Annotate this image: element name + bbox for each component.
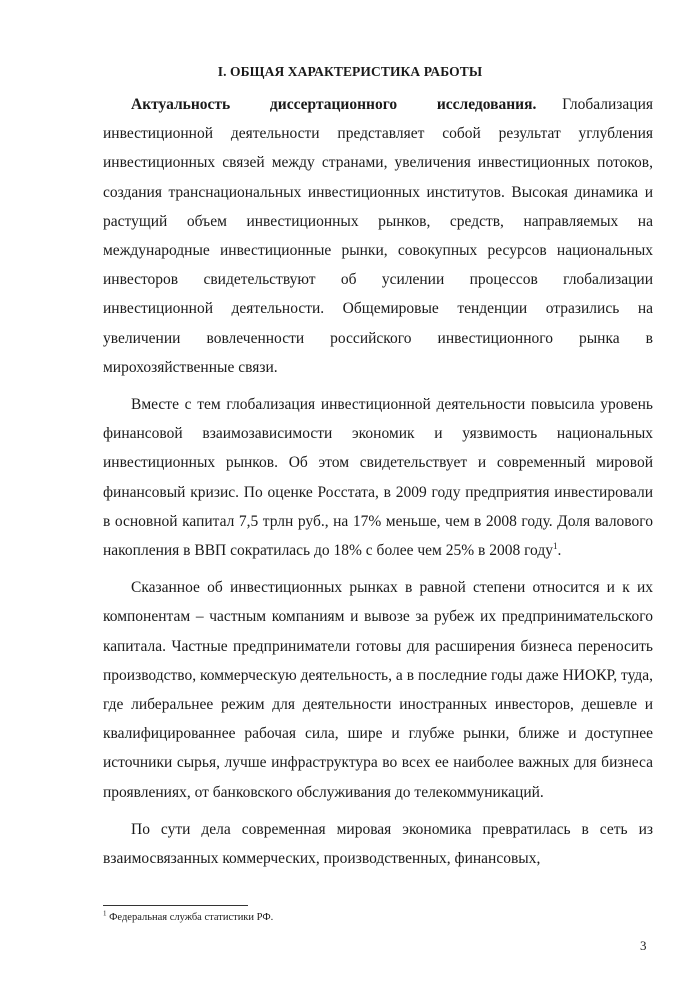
page-number: 3	[640, 938, 647, 953]
paragraph-1	[103, 90, 653, 382]
paragraph-4: По сути дела современная мировая экономика превратилась в сеть из взаимосвязанных коммерческих, производственных, финансовых,	[103, 820, 653, 868]
footnote	[103, 911, 273, 924]
paragraph-3: Сказанное об инвестиционных рынках в равной степени относится и к их компонентам – частным компаниям и вывозе за рубеж их предпринимательского капитала. Частные предприниматели готовы для расширения бизнеса переносить производство, коммерческую деятельность, а в последние годы даже НИОКР, туда, где либеральнее режим для деятельности иностранных инвесторов, дешевле и квалифицированнее рабочая сила, шире и глубже рынки, ближе и доступнее источники сырья, лучше инфраструктура во всех ее наиболее важных для бизнеса проявлениях, от банковского обслуживания до телекоммуникаций.	[103, 579, 653, 801]
paragraph-2	[103, 390, 653, 565]
footnote-reference: 1	[552, 540, 558, 551]
paragraph-2-end: .	[557, 542, 562, 560]
section-heading: I. ОБЩАЯ ХАРАКТЕРИСТИКА РАБОТЫ	[217, 64, 483, 79]
body-text	[103, 90, 653, 873]
footnote-marker: 1	[103, 909, 107, 918]
paragraph-2-text: Вместе с тем глобализация инвестиционной деятельности повысила уровень финансовой взаимозависимости экономик и уязвимость национальных инвестиционных рынков. Об этом свидетельствует и современный мировой финансовый кризис. По оценке Росстата, в 2009 году предприятия инвестировали в основной капитал 7,5 трлн руб., на 17% меньше, чем в 2008 году. Доля валового накопления в ВВП сократилась до 18% с более чем 25% в 2008 году	[103, 396, 653, 560]
footnote-text: Федеральная служба статистики РФ.	[106, 912, 274, 923]
footnote-divider	[103, 905, 248, 906]
paragraph-1-text: Глобализация инвестиционной деятельности представляет собой результат углубления инвестиционных связей между странами, увеличения инвестиционных потоков, создания транснациональных инвестиционных институтов. Высокая динамика и растущий объем инвестиционных рынков, средств, направляемых на международные инвестиционные рынки, совокупных ресурсов национальных инвесторов свидетельствуют об усилении процессов глобализации инвестиционной деятельности. Общемировые тенденции отразились на увеличении вовлеченности российского инвестиционного рынка в мирохозяйственные связи.	[103, 96, 654, 376]
paragraph-1-lead: Актуальность диссертационного исследования.	[131, 96, 537, 113]
